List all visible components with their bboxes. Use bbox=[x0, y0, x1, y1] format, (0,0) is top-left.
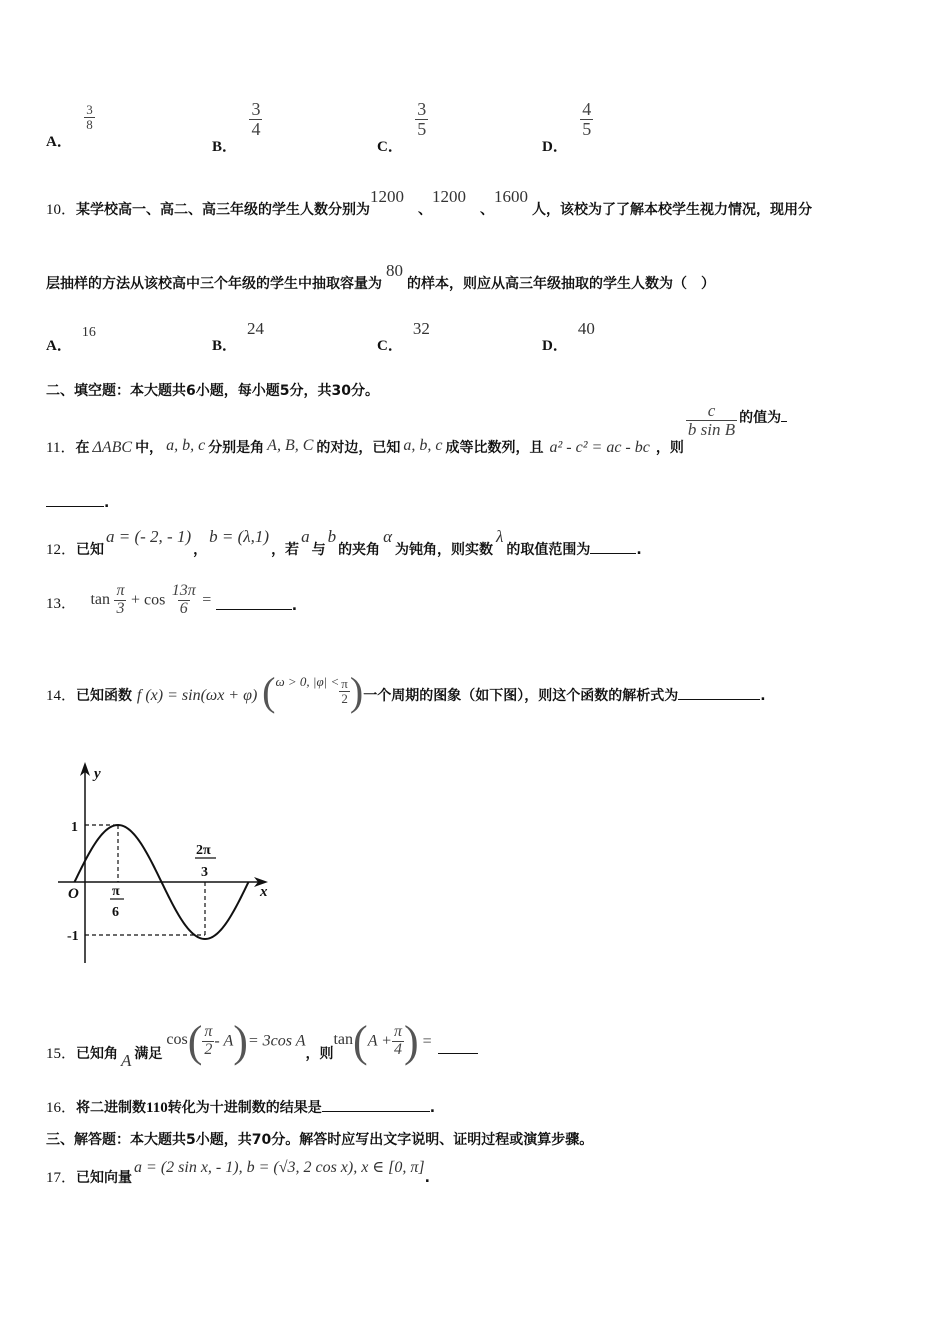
y-tick-neg1: -1 bbox=[67, 929, 79, 944]
q9-option-b: B． $\frac{3}{4}$ bbox=[212, 99, 261, 156]
q10-option-c: C．32 bbox=[377, 319, 430, 354]
q10-line1: 10．某学校高一、高二、高三年级的学生人数分别为1200、1200、1600人，该校为了了解本校学生视力情况，现用分 bbox=[46, 187, 813, 218]
q12: 12．已知a = (- 2, - 1)，b = (λ,1)，若a与b的夹角α为钝角，则实数λ的取值范围为 . bbox=[46, 527, 642, 558]
sine-graph bbox=[50, 758, 280, 970]
q9-option-d: D． $\frac{4}{5}$ bbox=[542, 99, 592, 156]
q9-option-c: C． $\frac{3}{5}$ bbox=[377, 99, 427, 156]
q15: 15．已知角 A 满足cos( $\frac{\pi}{2}$ - A)= 3cos A，则tan(A + $\frac{\pi}{4}$ ) = bbox=[46, 1016, 478, 1067]
q16-answer-blank[interactable] bbox=[322, 1097, 430, 1112]
origin-label: O bbox=[68, 886, 79, 902]
q13-answer-blank[interactable] bbox=[216, 595, 292, 610]
x-tick-2pi3-den: 3 bbox=[201, 865, 208, 880]
q16: 16．将二进制数110转化为十进制数的结果是 . bbox=[46, 1096, 435, 1117]
q11-answer-line2: . bbox=[46, 492, 109, 511]
q13: 13． tan $\frac{\pi}{3}$ + cos $\frac{13\pi}{6}$ = . bbox=[46, 582, 298, 617]
q10-option-a: A．16 bbox=[46, 325, 96, 354]
section2-heading: 二、填空题：本大题共6小题，每小题5分，共30分。 bbox=[46, 383, 379, 399]
q15-answer-blank[interactable] bbox=[438, 1039, 478, 1054]
q10-option-d: D．40 bbox=[542, 319, 595, 354]
y-tick-1: 1 bbox=[71, 820, 78, 835]
y-axis-label: y bbox=[94, 766, 101, 782]
q17: 17．已知向量a = (2 sin x, - 1), b = (√3, 2 cos x), x ∈ [0, π]. bbox=[46, 1159, 430, 1186]
q14: 14．已知函数 f (x) = sin(ωx + φ) (ω > 0, |φ| < $\frac{\pi}{2}$ )一个周期的图象（如下图），则这个函数的解析式为 . bbox=[46, 669, 766, 714]
q11-answer-blank-2[interactable] bbox=[46, 492, 104, 507]
x-axis-label: x bbox=[260, 884, 268, 900]
x-tick-pi6-num: π bbox=[112, 884, 120, 899]
q10-option-b: B．24 bbox=[212, 319, 265, 354]
q11-answer-blank-1[interactable] bbox=[781, 407, 787, 422]
section3-heading: 三、解答题：本大题共5小题，共70分。解答时应写出文字说明、证明过程或演算步骤。 bbox=[46, 1132, 594, 1148]
q9-option-a: A． $\frac{3}{8}$ bbox=[46, 102, 93, 151]
q12-answer-blank[interactable] bbox=[590, 539, 636, 554]
q10-line2: 层抽样的方法从该校高中三个年级的学生中抽取容量为80的样本，则应从高三年级抽取的学生人数为（ ） bbox=[46, 261, 715, 292]
q14-answer-blank[interactable] bbox=[678, 685, 760, 700]
x-tick-2pi3-num: 2π bbox=[196, 843, 211, 858]
x-tick-pi6-den: 6 bbox=[112, 905, 119, 920]
q11: 11．在 ΔABC 中， a, b, c 分别是角 A, B, C 的对边，已知 a, b, c 成等比数列，且 a² - c² = ac - bc ，则 $\frac{c}{\text{b sin B}}$ 的值为 bbox=[46, 402, 787, 439]
